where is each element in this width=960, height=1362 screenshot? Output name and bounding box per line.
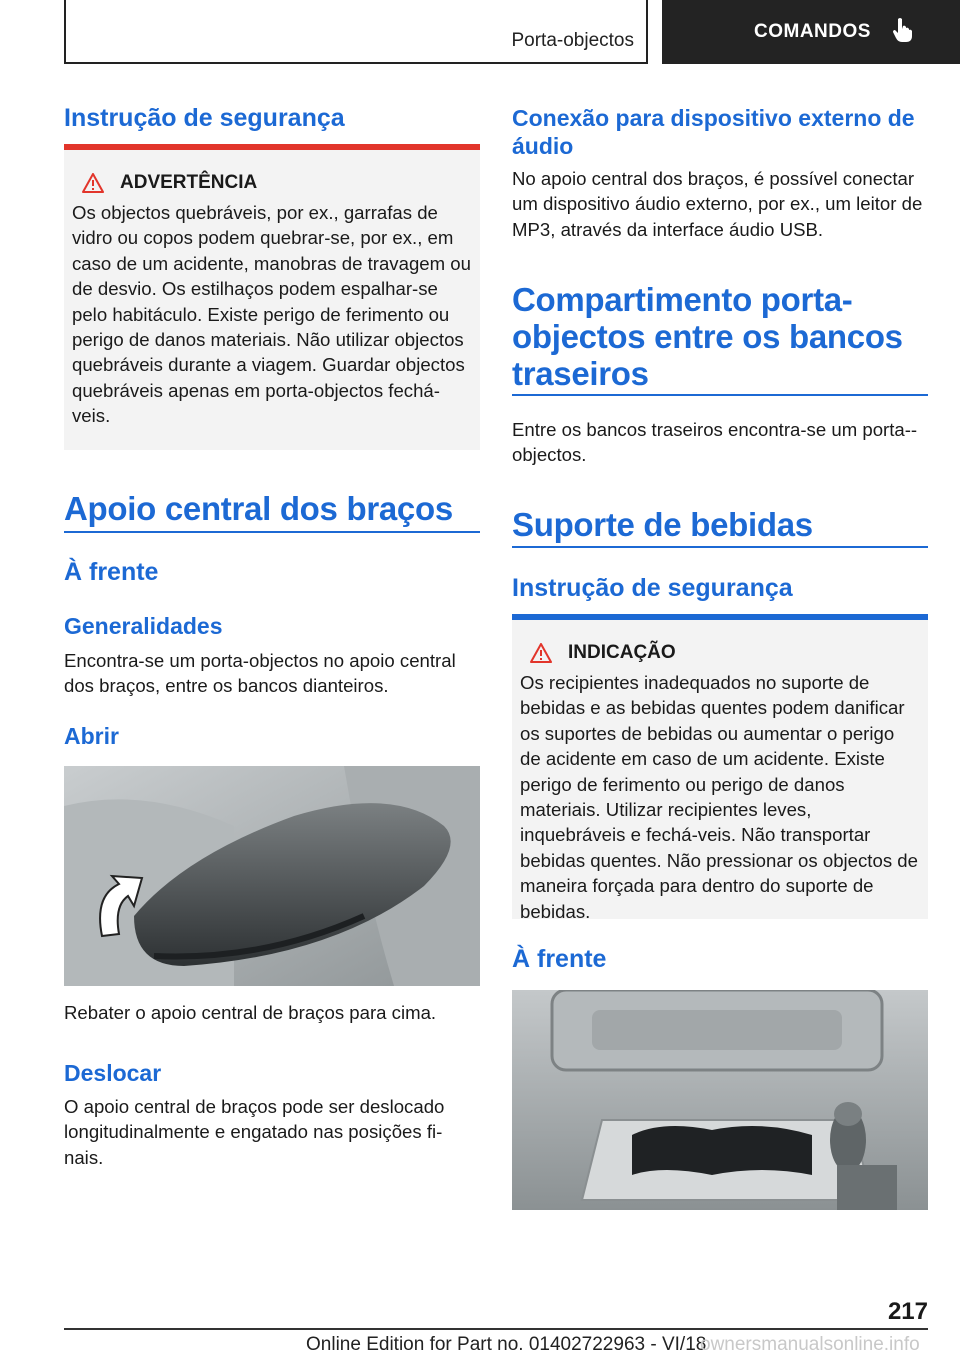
- move-text: O apoio central de braços pode ser deslocado longitudinalmente e engatado nas posições fi-nais.: [64, 1096, 445, 1168]
- warning-triangle-icon: [530, 643, 552, 663]
- footer-rule: [64, 1328, 928, 1330]
- front-heading-right: À frente: [512, 945, 607, 973]
- notice-head: [530, 642, 920, 664]
- cupholder-rule: [512, 546, 928, 548]
- page-number: 217: [887, 1298, 928, 1325]
- warning-title: ADVERTÊNCIA: [120, 172, 258, 193]
- armrest-photo: [64, 766, 480, 986]
- safety-heading-left: Instrução de segurança: [64, 104, 345, 132]
- open-caption: Rebater o apoio central de braços para cima.: [64, 1002, 437, 1023]
- armrest-heading: Apoio central dos braços: [64, 490, 453, 527]
- notice-box: [512, 620, 928, 922]
- rear-rule: [512, 394, 928, 396]
- audio-heading: Conexão para dispositivo externo de áudio: [512, 105, 915, 159]
- notice-text: Os recipientes inadequados no suporte de bebidas e as bebidas quentes podem danificar os suportes de bebidas ou aumentar o perigo de acidente em caso de um acidente. Existe perigo de ferimento ou perigo de danos materiais. Utilizar recipientes leves, inquebráveis e fechá-veis. Não transportar bebidas quentes. Não pressionar os objectos de maneira forçada para dentro do suporte de bebidas.: [520, 672, 918, 922]
- watermark: ownersmanualsonline.info: [700, 1334, 920, 1355]
- cupholder-photo: [512, 990, 928, 1210]
- warning-triangle-icon: [82, 173, 104, 193]
- cupholder-heading: Suporte de bebidas: [512, 506, 813, 543]
- front-heading-left: À frente: [64, 558, 159, 586]
- general-text: Encontra-se um porta-objectos no apoio central dos braços, entre os bancos dianteiros.: [64, 650, 456, 697]
- audio-text: No apoio central dos braços, é possível conectar um dispositivo áudio externo, por ex., um leitor de MP3, através da interface áudio USB.: [512, 168, 923, 240]
- armrest-rule: [64, 531, 480, 533]
- warning-text: Os objectos quebráveis, por ex., garrafas de vidro ou copos podem quebrar-se, por ex., em caso de um acidente, manobras de travagem ou de desvio. Os estilhaços podem espalhar-se pelo habitáculo. Existe perigo de ferimento ou perigo de danos materiais. Não utilizar objectos quebráveis durante a viagem. Guardar objectos quebráveis apenas em porta-objectos fechá-veis.: [72, 202, 471, 427]
- move-heading: Deslocar: [64, 1060, 162, 1086]
- header-section-tab: [64, 0, 648, 64]
- rear-text: Entre os bancos traseiros encontra-se um porta--objectos.: [512, 419, 918, 466]
- notice-title: INDICAÇÃO: [568, 642, 676, 663]
- warning-head: [82, 172, 472, 194]
- header-chapter-tab: [662, 0, 960, 64]
- header-chapter-title: COMANDOS: [754, 21, 871, 42]
- hand-pointer-icon: [891, 17, 915, 48]
- rear-compartment-heading: Compartimento porta-objectos entre os bancos traseiros: [512, 281, 903, 392]
- general-heading: Generalidades: [64, 613, 223, 639]
- edition-text: Online Edition for Part no. 01402722963 - VI/18: [306, 1334, 707, 1355]
- open-heading: Abrir: [64, 723, 119, 749]
- header-section-title: Porta-objectos: [511, 30, 634, 51]
- warning-box: [64, 150, 480, 450]
- safety-heading-right: Instrução de segurança: [512, 574, 793, 602]
